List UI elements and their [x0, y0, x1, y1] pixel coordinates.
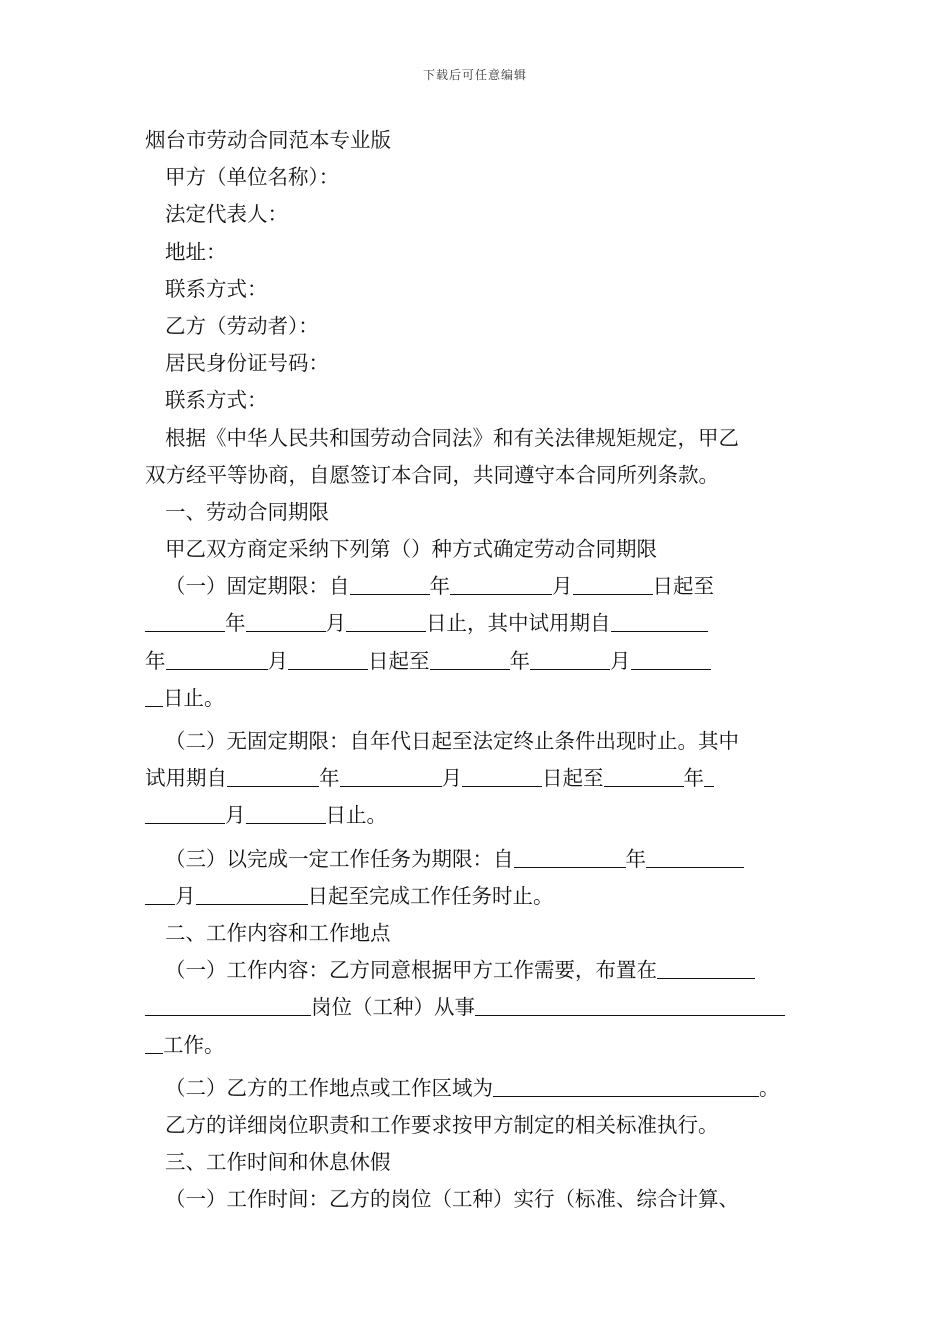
section2-heading: 二、工作内容和工作地点	[165, 920, 391, 945]
year-label: 年	[625, 846, 646, 871]
duties-line: 乙方的详细岗位职责和工作要求按甲方制定的相关标准执行。	[165, 1112, 719, 1137]
preamble-line-2: 双方经平等协商，自愿签订本合同，共同遵守本合同所列条款。	[145, 462, 719, 487]
contact-b-line: 联系方式：	[165, 388, 268, 413]
blank-year-field[interactable]	[145, 608, 225, 632]
section1-intro: 甲乙双方商定采纳下列第（）种方式确定劳动合同期限	[165, 537, 657, 562]
blank-probation-year-field[interactable]	[611, 608, 708, 632]
year-label: 年	[225, 611, 246, 636]
blank-day-field[interactable]	[246, 800, 326, 824]
probation-label: 日止，其中试用期自	[426, 611, 611, 636]
post-label: 岗位（工种）从事	[311, 995, 475, 1020]
blank-day-field[interactable]	[288, 646, 368, 670]
legal-rep-line: 法定代表人：	[165, 202, 288, 227]
contact-a-line: 联系方式：	[165, 276, 268, 301]
work-place-prefix: （二）乙方的工作地点或工作区域为	[165, 1075, 493, 1100]
section3-heading: 三、工作时间和休息休假	[165, 1150, 391, 1175]
probation-prefix: 试用期自	[145, 766, 227, 791]
month-label: 月	[225, 803, 246, 828]
year-label: 年	[509, 648, 530, 673]
open-term-line-2	[145, 760, 807, 797]
work-place-line	[145, 1070, 807, 1107]
month-label: 月	[552, 574, 573, 599]
blank-month-field[interactable]	[166, 646, 268, 670]
blank-month-field[interactable]	[704, 763, 714, 787]
blank-day-field[interactable]	[573, 571, 653, 595]
task-term-line-2	[145, 878, 807, 915]
header-note: 下载后可任意编辑	[422, 68, 527, 82]
blank-day-field[interactable]	[196, 881, 308, 905]
section1-heading: 一、劳动合同期限	[165, 499, 329, 524]
blank-department-field[interactable]	[657, 955, 755, 979]
fixed-term-line-2	[145, 605, 807, 642]
work-end-label: 工作。	[163, 1032, 225, 1057]
year-label: 年	[319, 766, 340, 791]
party-b-line: 乙方（劳动者）：	[165, 313, 319, 338]
fixed-term-line-3	[145, 643, 807, 680]
blank-day-field[interactable]	[462, 763, 542, 787]
month-label: 月	[175, 883, 196, 908]
fixed-term-line-4	[145, 680, 807, 717]
work-place-end: 。	[759, 1075, 780, 1100]
blank-month-field[interactable]	[246, 608, 326, 632]
month-label: 月	[325, 611, 346, 636]
blank-year-field[interactable]	[350, 571, 430, 595]
task-term-line-1	[145, 841, 807, 878]
blank-month-field[interactable]	[145, 800, 225, 824]
blank-work-field[interactable]	[145, 1030, 163, 1054]
open-term-line-3	[145, 797, 807, 834]
preamble-line-1: 根据《中华人民共和国劳动合同法》和有关法律规矩规定，甲乙	[165, 425, 739, 450]
blank-year-field[interactable]	[604, 763, 684, 787]
blank-work-place-field[interactable]	[493, 1073, 759, 1097]
day-from-label: 日起至	[652, 574, 714, 599]
address-line: 地址：	[165, 239, 227, 264]
year-label: 年	[145, 648, 166, 673]
task-term-suffix: 日起至完成工作任务时止。	[307, 883, 554, 908]
day-stop-label: 日止。	[325, 803, 387, 828]
work-hours-line: （一）工作时间：乙方的岗位（工种）实行（标准、综合计算、	[165, 1187, 739, 1212]
blank-department-field[interactable]	[145, 992, 311, 1016]
id-number-line: 居民身份证号码：	[165, 351, 329, 376]
blank-work-field[interactable]	[475, 992, 785, 1016]
blank-month-field[interactable]	[145, 881, 175, 905]
month-label: 月	[267, 648, 288, 673]
blank-day-field[interactable]	[631, 646, 711, 670]
work-content-line-3	[145, 1027, 807, 1064]
blank-month-field[interactable]	[340, 763, 442, 787]
month-label: 月	[610, 648, 631, 673]
blank-year-field[interactable]	[514, 844, 626, 868]
month-label: 月	[441, 766, 462, 791]
blank-year-field[interactable]	[227, 763, 319, 787]
party-a-line: 甲方（单位名称）：	[165, 165, 340, 190]
blank-month-field[interactable]	[646, 844, 744, 868]
open-term-line-1: （二）无固定期限：自年代日起至法定终止条件出现时止。其中	[165, 729, 739, 753]
blank-month-field[interactable]	[530, 646, 610, 670]
fixed-term-line-1	[145, 568, 807, 605]
blank-day-field[interactable]	[346, 608, 426, 632]
work-content-line-2	[145, 989, 807, 1026]
blank-year-field[interactable]	[430, 646, 510, 670]
task-term-prefix: （三）以完成一定工作任务为期限：自	[165, 846, 514, 871]
day-from-label: 日起至	[368, 648, 430, 673]
day-stop-label: 日止。	[163, 685, 225, 710]
work-content-line-1	[145, 952, 807, 989]
blank-day-field[interactable]	[145, 683, 163, 707]
blank-month-field[interactable]	[450, 571, 552, 595]
day-from-label: 日起至	[542, 766, 604, 791]
year-label: 年	[683, 766, 704, 791]
year-label: 年	[429, 574, 450, 599]
fixed-term-prefix: （一）固定期限：自	[165, 574, 350, 599]
contract-body	[145, 122, 807, 1218]
document-title: 烟台市劳动合同范本专业版	[145, 128, 391, 152]
work-content-prefix: （一）工作内容：乙方同意根据甲方工作需要，布置在	[165, 958, 657, 983]
